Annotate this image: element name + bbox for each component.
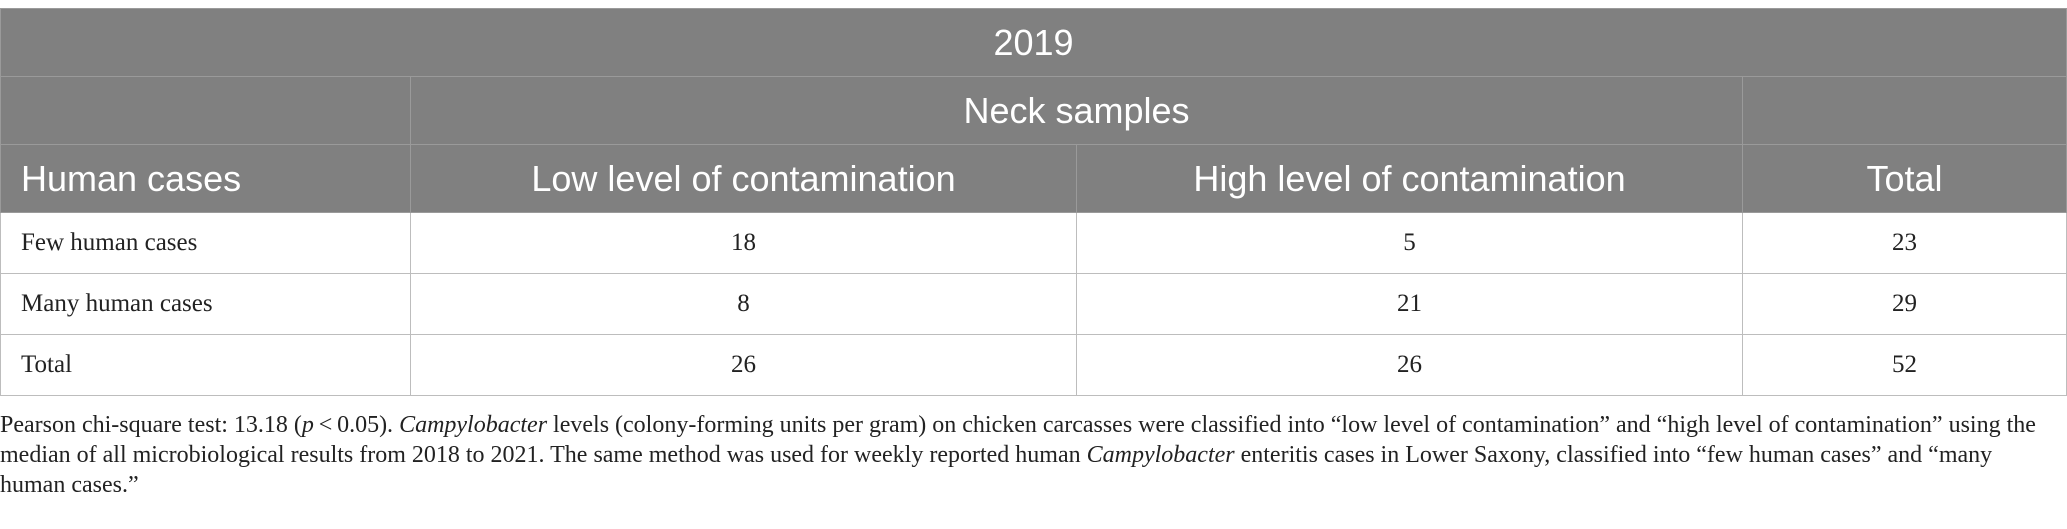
footnote-text: enteritis cases in Lower Saxony, classified into “few human cases” and “many human cases.” xyxy=(0,442,1993,498)
row-label: Total xyxy=(1,335,411,396)
footnote-text: Pearson chi-square test: 13.18 ( xyxy=(0,412,302,438)
group-header-spacer-left xyxy=(1,77,411,145)
table-row xyxy=(1,274,2067,335)
cell-total: 29 xyxy=(1743,274,2067,335)
group-header-spacer-right xyxy=(1743,77,2067,145)
table-container xyxy=(0,8,2067,396)
row-label: Few human cases xyxy=(1,213,411,274)
footnote-text: levels (colony-forming units per gram) on chicken carcasses were classified into “low level of contamination” and “high level of contamination” using the median of all microbiological results from 2018 to 2021. The same method was used for weekly reported human xyxy=(0,412,2036,468)
column-header-high: High level of contamination xyxy=(1077,145,1743,213)
footnote-italic-term: Campylobacter xyxy=(399,412,548,438)
cell-low: 18 xyxy=(411,213,1077,274)
row-label: Many human cases xyxy=(1,274,411,335)
year-header: 2019 xyxy=(1,9,2067,77)
contingency-table xyxy=(0,8,2067,396)
column-header-human-cases: Human cases xyxy=(1,145,411,213)
cell-low: 8 xyxy=(411,274,1077,335)
footnote-p-symbol: p xyxy=(301,412,314,438)
cell-high: 5 xyxy=(1077,213,1743,274)
table-footnote xyxy=(0,410,2040,500)
table-row xyxy=(1,335,2067,396)
group-header: Neck samples xyxy=(411,77,1743,145)
cell-low: 26 xyxy=(411,335,1077,396)
footnote-italic-term: Campylobacter xyxy=(1086,442,1235,468)
cell-total: 23 xyxy=(1743,213,2067,274)
cell-high: 21 xyxy=(1077,274,1743,335)
footnote-text: < 0.05). xyxy=(313,412,400,438)
year-header-row xyxy=(1,9,2067,77)
cell-high: 26 xyxy=(1077,335,1743,396)
column-header-low: Low level of contamination xyxy=(411,145,1077,213)
column-header-row xyxy=(1,145,2067,213)
cell-total: 52 xyxy=(1743,335,2067,396)
column-header-total: Total xyxy=(1743,145,2067,213)
table-row xyxy=(1,213,2067,274)
group-header-row xyxy=(1,77,2067,145)
